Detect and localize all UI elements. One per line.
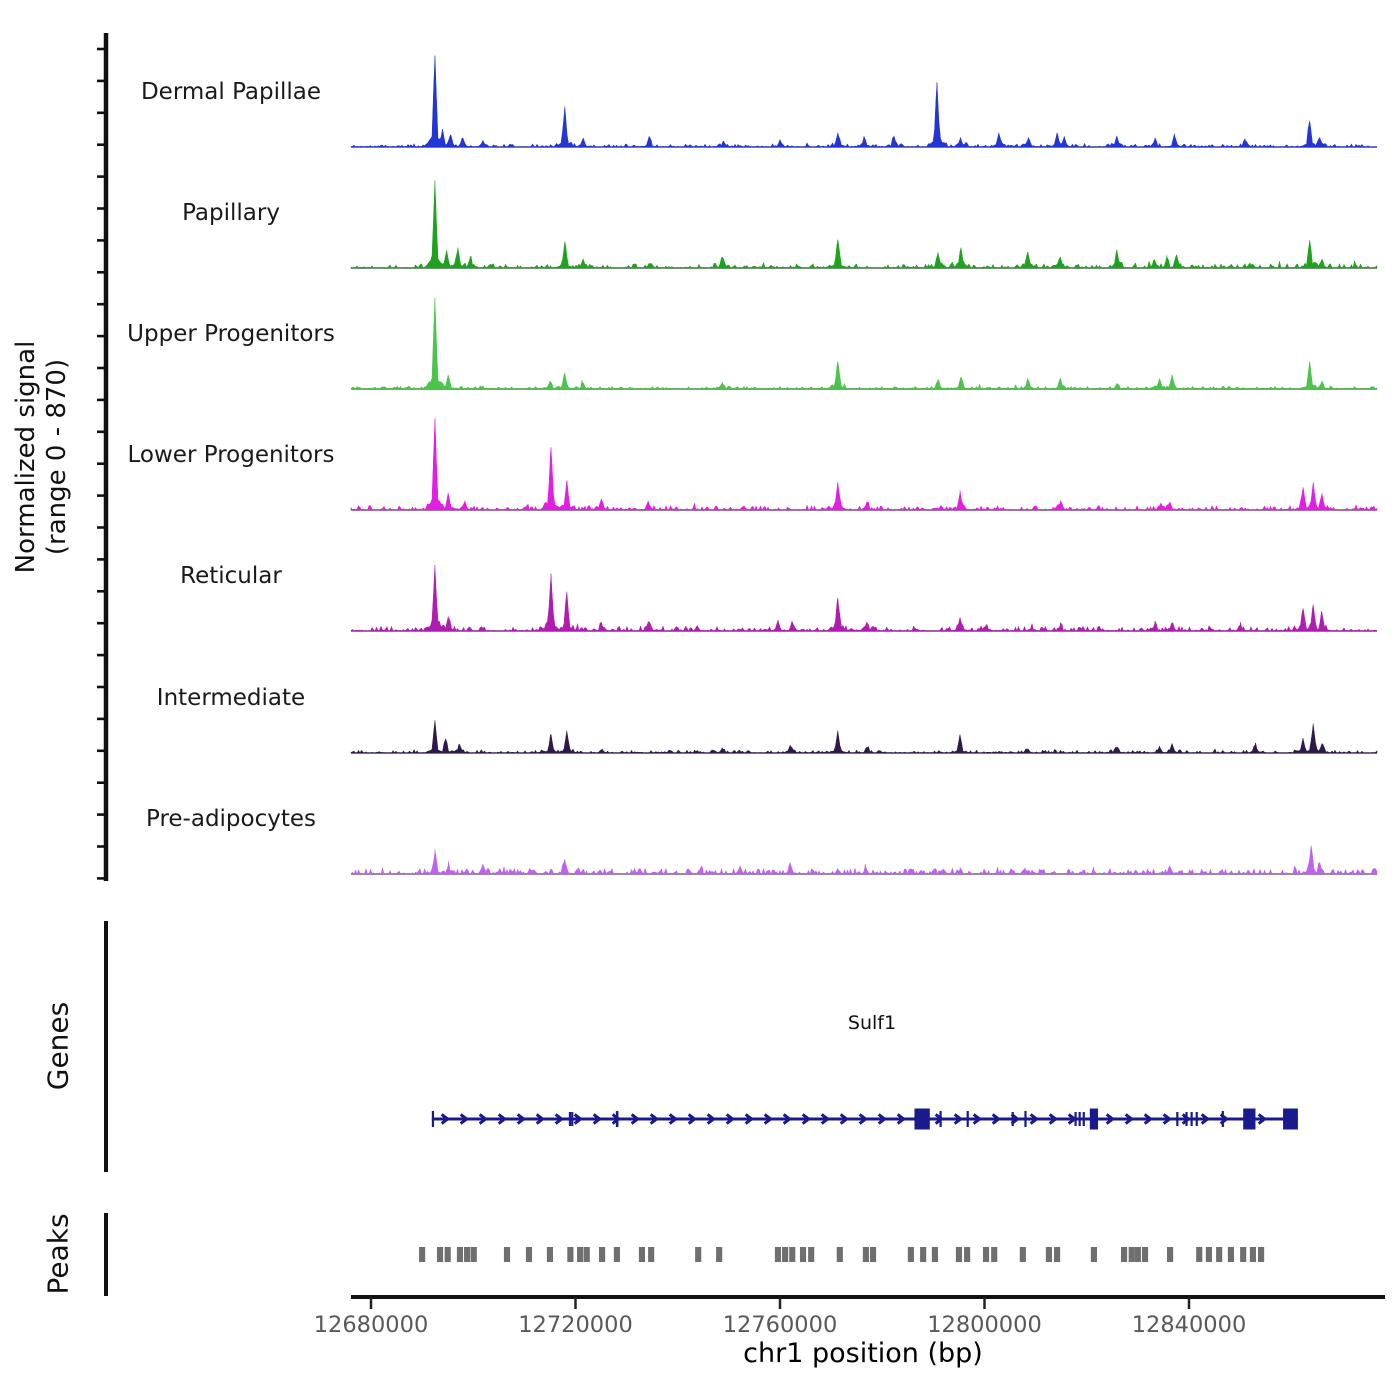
peak-call-bar bbox=[504, 1247, 510, 1262]
gene-exon bbox=[1283, 1109, 1298, 1130]
peak-call-bar bbox=[599, 1247, 605, 1262]
peak-call-bar bbox=[1258, 1247, 1264, 1262]
gene-exon bbox=[1024, 1111, 1026, 1127]
genes-section-label: Genes bbox=[41, 1001, 75, 1091]
peak-call-bar bbox=[1216, 1247, 1222, 1262]
x-axis-title: chr1 position (bp) bbox=[743, 1338, 983, 1369]
peak-call-bar bbox=[1206, 1247, 1212, 1262]
x-axis-tick-label: 12680000 bbox=[313, 1312, 429, 1338]
track-label: Reticular bbox=[180, 563, 282, 589]
peak-call-bar bbox=[932, 1247, 938, 1262]
peak-call-bar bbox=[1228, 1247, 1234, 1262]
gene-exon bbox=[1079, 1112, 1081, 1126]
signal-track-pre-adipocytes bbox=[351, 846, 1377, 874]
peak-call-bar bbox=[1020, 1247, 1026, 1262]
gene-exon bbox=[1090, 1109, 1098, 1130]
peak-call-bar bbox=[695, 1247, 701, 1262]
peak-call-bar bbox=[837, 1247, 843, 1262]
peak-call-bar bbox=[614, 1247, 620, 1262]
peak-call-bar bbox=[567, 1247, 573, 1262]
x-axis-tick-label: 12840000 bbox=[1131, 1312, 1247, 1338]
peak-call-bar bbox=[1250, 1247, 1256, 1262]
y-axis-label-line2: (range 0 - 870) bbox=[42, 358, 72, 556]
x-axis-tick-label: 12720000 bbox=[518, 1312, 633, 1338]
gene-exon bbox=[1243, 1109, 1255, 1130]
peak-call-bar bbox=[648, 1247, 654, 1262]
peak-call-bar bbox=[639, 1247, 645, 1262]
peak-call-bar bbox=[1167, 1247, 1173, 1262]
peak-call-bar bbox=[716, 1247, 722, 1262]
peak-call-bar bbox=[782, 1247, 788, 1262]
signal-track-dermal-papillae bbox=[351, 56, 1377, 147]
peak-call-bar bbox=[775, 1247, 781, 1262]
peak-call-bar bbox=[863, 1247, 869, 1262]
gene-exon bbox=[1196, 1112, 1198, 1126]
peak-call-bar bbox=[471, 1247, 477, 1262]
peak-call-bar bbox=[870, 1247, 876, 1262]
track-label: Intermediate bbox=[156, 685, 306, 711]
peak-call-bar bbox=[991, 1247, 997, 1262]
gene-name-label: Sulf1 bbox=[847, 1012, 897, 1034]
x-axis-tick-label: 12800000 bbox=[927, 1312, 1042, 1338]
peak-call-bar bbox=[437, 1247, 443, 1262]
y-axis-label-line1: Normalized signal bbox=[11, 340, 41, 574]
peak-call-bar bbox=[526, 1247, 532, 1262]
peak-call-bar bbox=[1142, 1247, 1148, 1262]
peaks-section-label: Peaks bbox=[41, 1213, 75, 1295]
peak-call-bar bbox=[1135, 1247, 1141, 1262]
peak-call-bar bbox=[464, 1247, 470, 1262]
x-axis-tick-label: 12760000 bbox=[722, 1312, 838, 1338]
track-label: Dermal Papillae bbox=[140, 79, 322, 105]
signal-track-upper-progenitors bbox=[351, 298, 1377, 389]
peak-call-bar bbox=[419, 1247, 425, 1262]
peak-call-bar bbox=[800, 1247, 806, 1262]
peak-call-bar bbox=[1121, 1247, 1127, 1262]
peak-call-bar bbox=[1046, 1247, 1052, 1262]
peak-call-bar bbox=[920, 1247, 926, 1262]
peak-call-bar bbox=[808, 1247, 814, 1262]
signal-track-lower-progenitors bbox=[351, 418, 1377, 510]
peak-call-bar bbox=[547, 1247, 553, 1262]
track-label: Pre-adipocytes bbox=[145, 806, 317, 832]
gene-exon bbox=[569, 1112, 571, 1126]
peak-call-bar bbox=[789, 1247, 795, 1262]
peak-call-bar bbox=[584, 1247, 590, 1262]
track-label: Lower Progenitors bbox=[127, 442, 335, 468]
gene-exon bbox=[967, 1111, 969, 1127]
peak-call-bar bbox=[908, 1247, 914, 1262]
gene-exon bbox=[571, 1112, 573, 1126]
peak-call-bar bbox=[1196, 1247, 1202, 1262]
peak-call-bar bbox=[956, 1247, 962, 1262]
gene-exon bbox=[432, 1111, 434, 1127]
peak-call-bar bbox=[1129, 1247, 1135, 1262]
peak-call-bar bbox=[1240, 1247, 1246, 1262]
peak-call-bar bbox=[445, 1247, 451, 1262]
gene-exon bbox=[1176, 1112, 1178, 1126]
gene-exon bbox=[914, 1109, 929, 1130]
gene-exon bbox=[1222, 1111, 1224, 1127]
track-label: Papillary bbox=[182, 200, 280, 226]
signal-track-papillary bbox=[351, 181, 1377, 268]
peak-call-bar bbox=[1054, 1247, 1060, 1262]
peak-call-bar bbox=[983, 1247, 989, 1262]
signal-track-reticular bbox=[351, 565, 1377, 631]
y-axis-label bbox=[11, 341, 73, 574]
signal-track-intermediate bbox=[351, 720, 1377, 753]
gene-exon bbox=[1083, 1112, 1085, 1126]
track-label: Upper Progenitors bbox=[127, 321, 335, 347]
peak-call-bar bbox=[964, 1247, 970, 1262]
peak-call-bar bbox=[1091, 1247, 1097, 1262]
peak-call-bar bbox=[577, 1247, 583, 1262]
peak-call-bar bbox=[457, 1247, 463, 1262]
